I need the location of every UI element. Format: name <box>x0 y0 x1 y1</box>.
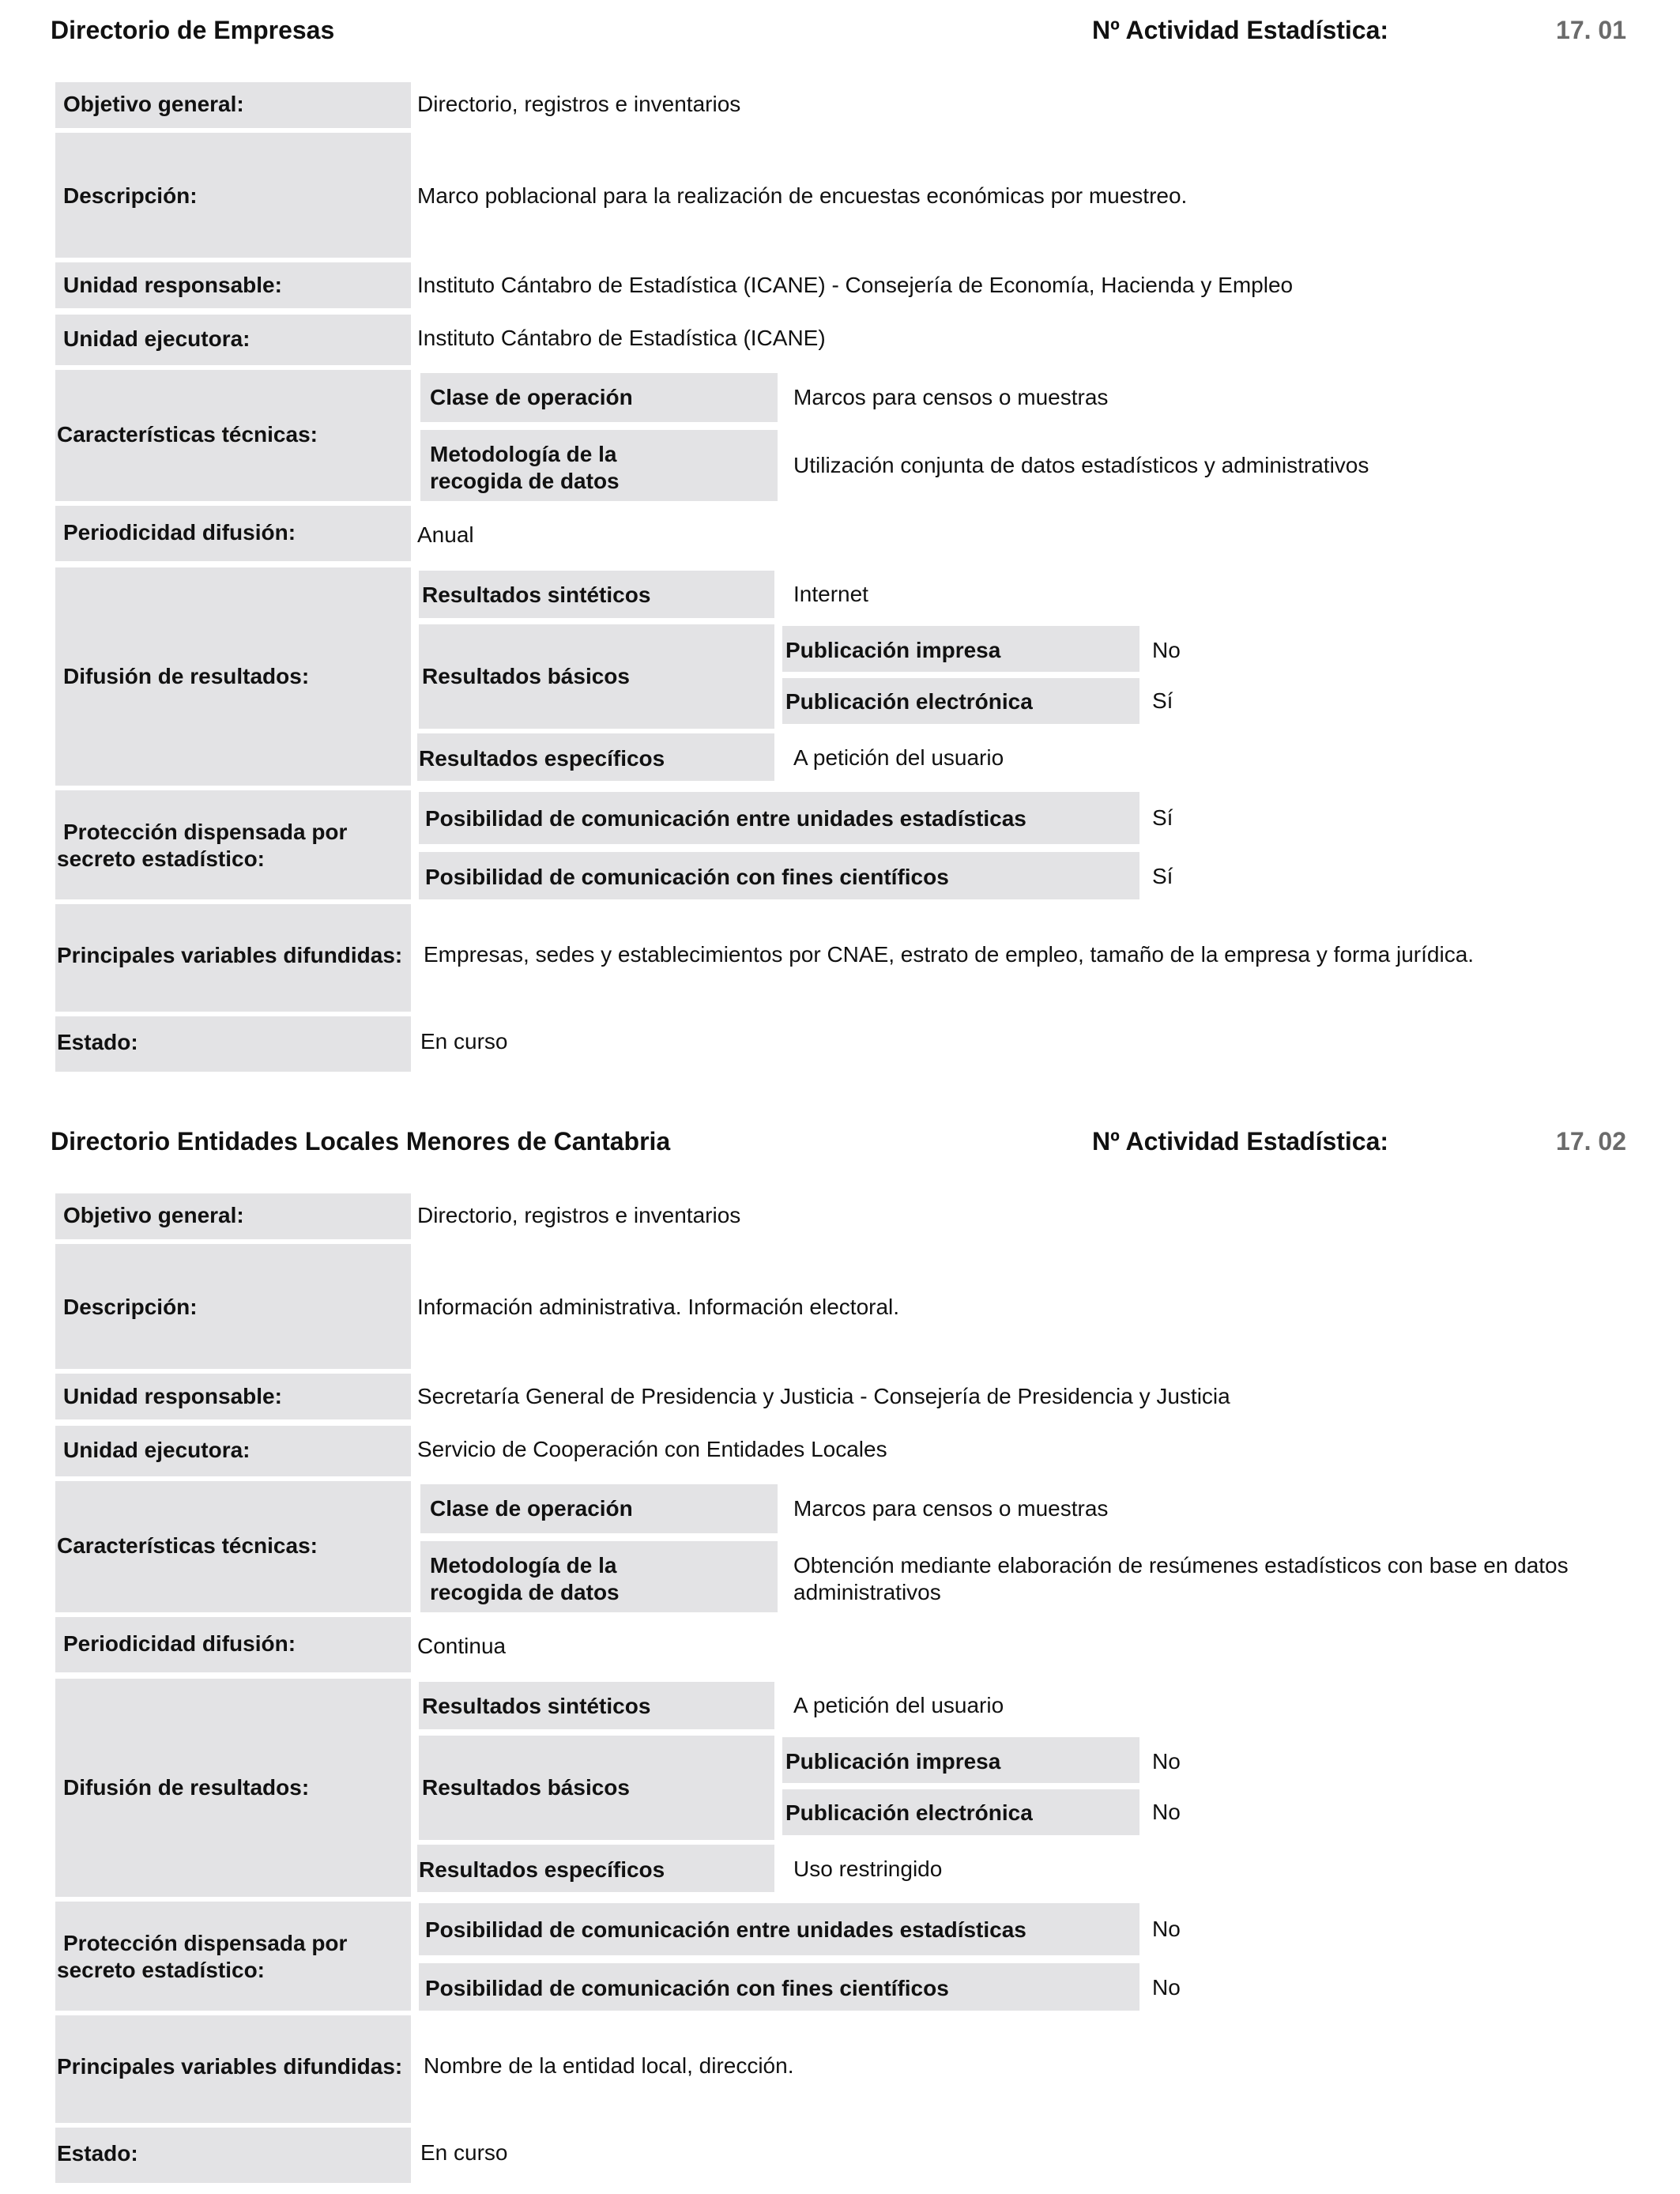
variables-value: Empresas, sedes y establecimientos por CNAE, estrato de empleo, tamaño de la empresa y forma jurídica. <box>424 942 1475 967</box>
proteccion-label: Protección dispensada por secreto estadístico: <box>57 1931 348 1982</box>
clase-operacion-label: Clase de operación <box>430 385 633 409</box>
clase-operacion-value: Marcos para censos o muestras <box>793 385 1109 409</box>
proteccion-label: Protección dispensada por secreto estadístico: <box>57 820 348 871</box>
descripcion-label: Descripción: <box>63 183 198 208</box>
metodologia-label: Metodología de la recogida de datos <box>430 1553 620 1604</box>
sinteticos-value: A petición del usuario <box>793 1693 1004 1717</box>
comunicacion-unidades-value: Sí <box>1152 805 1173 830</box>
statistical-activity-record <box>0 1111 1680 2194</box>
clase-operacion-label: Clase de operación <box>430 1496 633 1521</box>
estado-label: Estado: <box>57 2141 138 2166</box>
comunicacion-cientificos-value: Sí <box>1152 864 1173 888</box>
periodicidad-label: Periodicidad difusión: <box>63 520 296 545</box>
statistical-activity-record <box>0 0 1680 1091</box>
unidad-ejecutora-value: Servicio de Cooperación con Entidades Locales <box>417 1437 887 1461</box>
record-title: Directorio de Empresas <box>51 16 335 44</box>
activity-number-label: Nº Actividad Estadística: <box>1092 16 1389 44</box>
caracteristicas-label: Características técnicas: <box>57 1533 318 1558</box>
unidad-ejecutora-label: Unidad ejecutora: <box>63 326 250 351</box>
record-title: Directorio Entidades Locales Menores de Cantabria <box>51 1127 671 1155</box>
sinteticos-label: Resultados sintéticos <box>422 582 651 607</box>
objetivo-value: Directorio, registros e inventarios <box>417 1203 741 1227</box>
especificos-label: Resultados específicos <box>419 1857 665 1882</box>
basicos-label: Resultados básicos <box>422 1775 630 1800</box>
impresa-value: No <box>1152 638 1181 662</box>
metodologia-value: Obtención mediante elaboración de resúmenes estadísticos con base en datos administrativos <box>793 1553 1569 1604</box>
comunicacion-cientificos-label: Posibilidad de comunicación con fines científicos <box>425 1976 949 2000</box>
impresa-label: Publicación impresa <box>785 638 1001 662</box>
especificos-label: Resultados específicos <box>419 746 665 771</box>
especificos-value: Uso restringido <box>793 1857 943 1881</box>
objetivo-label: Objetivo general: <box>63 92 244 116</box>
estado-value: En curso <box>420 2140 508 2165</box>
activity-number-label: Nº Actividad Estadística: <box>1092 1127 1389 1155</box>
activity-number: 17. 01 <box>1556 16 1626 44</box>
objetivo-value: Directorio, registros e inventarios <box>417 92 741 116</box>
sinteticos-label: Resultados sintéticos <box>422 1694 651 1718</box>
estado-label: Estado: <box>57 1030 138 1054</box>
comunicacion-unidades-value: No <box>1152 1917 1181 1941</box>
electronica-label: Publicación electrónica <box>785 689 1033 714</box>
variables-value: Nombre de la entidad local, dirección. <box>424 2053 794 2078</box>
unidad-responsable-label: Unidad responsable: <box>63 1384 282 1408</box>
descripcion-value: Información administrativa. Información electoral. <box>417 1295 900 1319</box>
difusion-label: Difusión de resultados: <box>63 1775 310 1800</box>
comunicacion-unidades-label: Posibilidad de comunicación entre unidades estadísticas <box>425 806 1026 831</box>
objetivo-label: Objetivo general: <box>63 1203 244 1227</box>
caracteristicas-label: Características técnicas: <box>57 422 318 447</box>
unidad-responsable-value: Secretaría General de Presidencia y Justicia - Consejería de Presidencia y Justicia <box>417 1384 1230 1408</box>
unidad-responsable-label: Unidad responsable: <box>63 273 282 297</box>
metodologia-value: Utilización conjunta de datos estadísticos y administrativos <box>793 453 1369 477</box>
clase-operacion-value: Marcos para censos o muestras <box>793 1496 1109 1521</box>
comunicacion-cientificos-label: Posibilidad de comunicación con fines científicos <box>425 865 949 889</box>
comunicacion-cientificos-value: No <box>1152 1975 1181 2000</box>
periodicidad-value: Continua <box>417 1634 507 1658</box>
sinteticos-value: Internet <box>793 582 868 606</box>
electronica-label: Publicación electrónica <box>785 1800 1033 1825</box>
unidad-ejecutora-value: Instituto Cántabro de Estadística (ICANE) <box>417 326 826 350</box>
impresa-label: Publicación impresa <box>785 1749 1001 1774</box>
periodicidad-label: Periodicidad difusión: <box>63 1631 296 1656</box>
especificos-value: A petición del usuario <box>793 745 1004 770</box>
variables-label: Principales variables difundidas: <box>57 943 403 967</box>
descripcion-label: Descripción: <box>63 1295 198 1319</box>
descripcion-value: Marco poblacional para la realización de encuestas económicas por muestreo. <box>417 183 1188 208</box>
unidad-ejecutora-label: Unidad ejecutora: <box>63 1438 250 1462</box>
difusion-label: Difusión de resultados: <box>63 664 310 688</box>
metodologia-label: Metodología de la recogida de datos <box>430 442 620 493</box>
impresa-value: No <box>1152 1749 1181 1774</box>
activity-number: 17. 02 <box>1556 1127 1626 1155</box>
basicos-label: Resultados básicos <box>422 664 630 688</box>
variables-label: Principales variables difundidas: <box>57 2054 403 2079</box>
electronica-value: Sí <box>1152 688 1173 713</box>
periodicidad-value: Anual <box>417 522 474 547</box>
unidad-responsable-value: Instituto Cántabro de Estadística (ICANE) - Consejería de Economía, Hacienda y Empleo <box>417 273 1294 297</box>
electronica-value: No <box>1152 1800 1181 1824</box>
comunicacion-unidades-label: Posibilidad de comunicación entre unidades estadísticas <box>425 1917 1026 1942</box>
estado-value: En curso <box>420 1029 508 1054</box>
